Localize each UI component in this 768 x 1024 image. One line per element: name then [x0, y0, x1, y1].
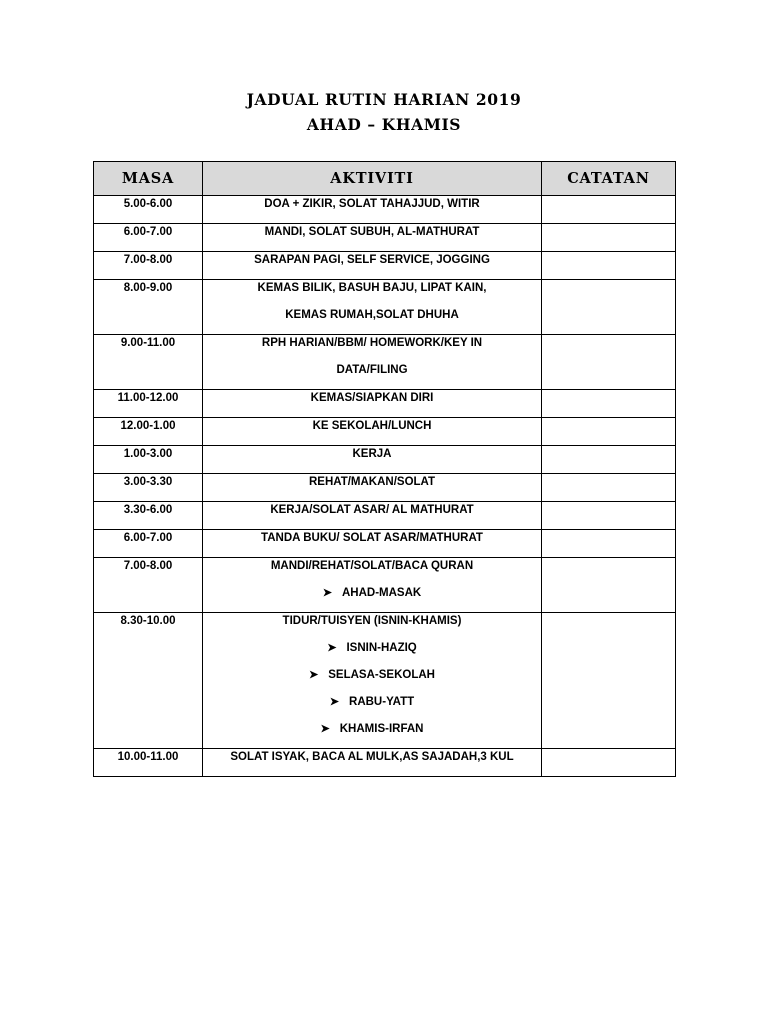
aktiviti-cell [203, 252, 542, 280]
catatan-cell [542, 613, 676, 749]
aktiviti-cell [203, 446, 542, 474]
bullet-text: RABU-YATT [349, 696, 415, 708]
catatan-cell [542, 418, 676, 446]
aktiviti-line: MANDI/REHAT/SOLAT/BACA QURAN [270, 560, 474, 572]
masa-cell [94, 196, 203, 224]
masa-cell [94, 613, 203, 749]
table-row [94, 196, 676, 224]
aktiviti-line: DOA + ZIKIR, SOLAT TAHAJJUD, WITIR [264, 198, 480, 210]
aktiviti-line: MANDI, SOLAT SUBUH, AL-MATHURAT [264, 226, 480, 238]
table-row [94, 224, 676, 252]
catatan-cell [542, 474, 676, 502]
aktiviti-line: DATA/FILING [336, 364, 408, 376]
aktiviti-cell [203, 224, 542, 252]
table-row [94, 749, 676, 777]
table-row [94, 502, 676, 530]
masa-cell [94, 335, 203, 390]
masa-text: 7.00-8.00 [123, 560, 173, 572]
aktiviti-line: KE SEKOLAH/LUNCH [312, 420, 432, 432]
table-row [94, 418, 676, 446]
document-title: JADUAL RUTIN HARIAN 2019 [246, 90, 522, 109]
aktiviti-line: KERJA/SOLAT ASAR/ AL MATHURAT [270, 504, 474, 516]
catatan-cell [542, 446, 676, 474]
aktiviti-line: KEMAS BILIK, BASUH BAJU, LIPAT KAIN, [257, 282, 487, 294]
table-body [94, 196, 676, 777]
masa-text: 11.00-12.00 [117, 392, 179, 404]
masa-text: 3.00-3.30 [123, 476, 173, 488]
document-subtitle: AHAD – KHAMIS [306, 115, 462, 134]
masa-cell [94, 530, 203, 558]
aktiviti-cell [203, 390, 542, 418]
aktiviti-line: TANDA BUKU/ SOLAT ASAR/MATHURAT [261, 532, 483, 544]
table-row [94, 252, 676, 280]
aktiviti-line: TIDUR/TUISYEN (ISNIN-KHAMIS) [282, 615, 462, 627]
masa-cell [94, 252, 203, 280]
masa-cell [94, 418, 203, 446]
masa-text: 7.00-8.00 [123, 254, 173, 266]
masa-cell [94, 502, 203, 530]
arrow-bullet-icon: ➤ [309, 669, 319, 681]
column-header-catatan: CATATAN [542, 162, 676, 196]
catatan-cell [542, 280, 676, 335]
masa-cell [94, 390, 203, 418]
column-header-masa: MASA [94, 162, 203, 196]
aktiviti-cell [203, 502, 542, 530]
catatan-cell [542, 224, 676, 252]
aktiviti-line: RPH HARIAN/BBM/ HOMEWORK/KEY IN [261, 337, 483, 349]
aktiviti-cell [203, 335, 542, 390]
catatan-cell [542, 502, 676, 530]
arrow-bullet-icon: ➤ [322, 587, 332, 599]
bullet-text: AHAD-MASAK [342, 587, 422, 599]
table-row [94, 335, 676, 390]
masa-text: 6.00-7.00 [123, 226, 173, 238]
catatan-cell [542, 196, 676, 224]
aktiviti-cell [203, 530, 542, 558]
column-header-aktiviti: AKTIVITI [203, 162, 542, 196]
masa-text: 12.00-1.00 [120, 420, 176, 432]
aktiviti-bullet-item [203, 585, 541, 612]
masa-text: 3.30-6.00 [123, 504, 173, 516]
masa-cell [94, 558, 203, 613]
aktiviti-line: KEMAS/SIAPKAN DIRI [310, 392, 434, 404]
aktiviti-cell [203, 749, 542, 777]
aktiviti-cell [203, 196, 542, 224]
aktiviti-line: SOLAT ISYAK, BACA AL MULK,AS SAJADAH,3 KUL [230, 751, 514, 763]
catatan-cell [542, 252, 676, 280]
catatan-cell [542, 558, 676, 613]
arrow-bullet-icon: ➤ [329, 696, 340, 708]
aktiviti-line: SARAPAN PAGI, SELF SERVICE, JOGGING [254, 254, 490, 266]
aktiviti-cell [203, 280, 542, 335]
aktiviti-line: KEMAS RUMAH,SOLAT DHUHA [285, 309, 459, 321]
bullet-text: SELASA-SEKOLAH [328, 669, 435, 681]
aktiviti-line: REHAT/MAKAN/SOLAT [308, 476, 436, 488]
aktiviti-bullet-item [203, 640, 541, 667]
aktiviti-cell [203, 558, 542, 613]
table-row [94, 558, 676, 613]
masa-text: 8.00-9.00 [123, 282, 173, 294]
aktiviti-cell [203, 613, 542, 749]
catatan-cell [542, 530, 676, 558]
aktiviti-bullet-item [203, 667, 541, 694]
masa-text: 8.30-10.00 [120, 615, 176, 627]
masa-text: 10.00-11.00 [117, 751, 179, 763]
catatan-cell [542, 749, 676, 777]
masa-cell [94, 224, 203, 252]
bullet-text: ISNIN-HAZIQ [346, 642, 417, 654]
table-header-row [94, 162, 676, 196]
arrow-bullet-icon: ➤ [327, 642, 337, 654]
aktiviti-cell [203, 474, 542, 502]
masa-cell [94, 749, 203, 777]
masa-cell [94, 280, 203, 335]
masa-text: 9.00-11.00 [120, 337, 176, 349]
aktiviti-bullet-item [203, 721, 541, 748]
masa-cell [94, 474, 203, 502]
catatan-cell [542, 335, 676, 390]
table-row [94, 530, 676, 558]
aktiviti-bullet-item [203, 694, 541, 721]
arrow-bullet-icon: ➤ [320, 723, 330, 735]
masa-text: 1.00-3.00 [123, 448, 173, 460]
table-row [94, 613, 676, 749]
bullet-text: KHAMIS-IRFAN [339, 723, 424, 735]
table-row [94, 446, 676, 474]
table-row [94, 390, 676, 418]
catatan-cell [542, 390, 676, 418]
masa-text: 6.00-7.00 [123, 532, 173, 544]
aktiviti-line: KERJA [352, 448, 392, 460]
table-row [94, 280, 676, 335]
table-row [94, 474, 676, 502]
masa-text: 5.00-6.00 [123, 198, 173, 210]
masa-cell [94, 446, 203, 474]
schedule-table [93, 161, 676, 777]
aktiviti-cell [203, 418, 542, 446]
